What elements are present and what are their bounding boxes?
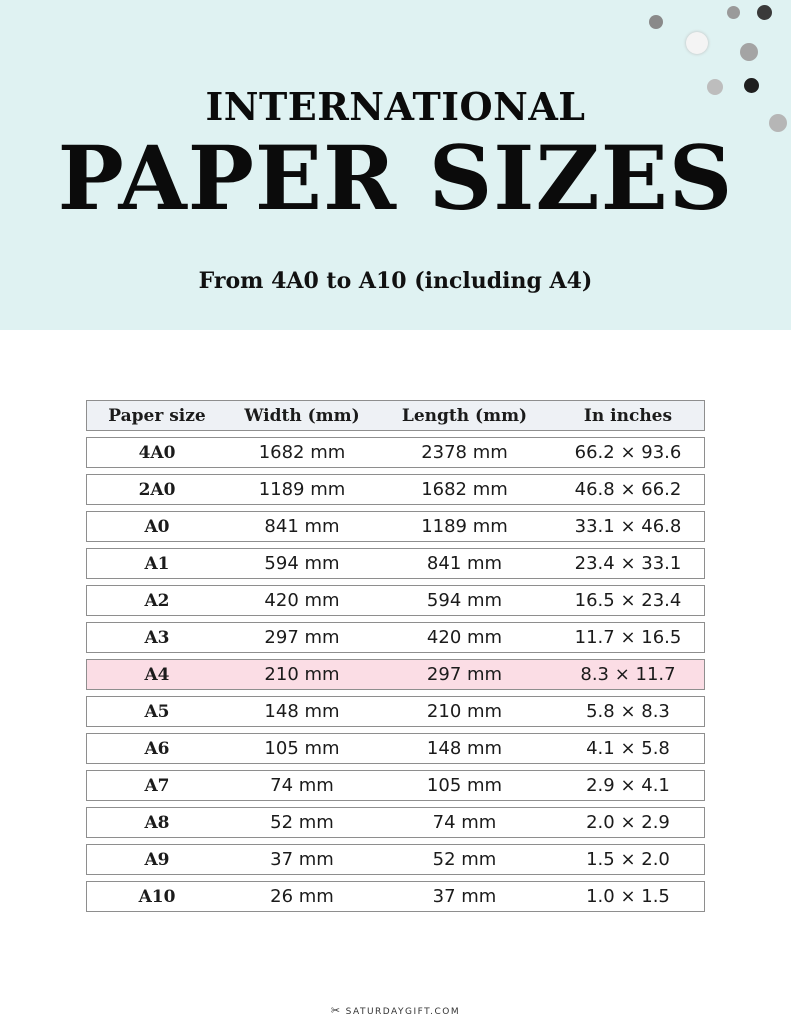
table-row	[86, 696, 705, 727]
cell-paper-size: A1	[144, 553, 170, 574]
cell-paper-size: A8	[144, 812, 170, 833]
cell-width: 105 mm	[264, 738, 340, 759]
cell-inches: 46.8 × 66.2	[574, 479, 682, 500]
cell-inches: 1.5 × 2.0	[586, 849, 670, 870]
paper-size-table	[86, 400, 705, 918]
confetti-dot-icon	[649, 15, 663, 29]
confetti-dot-icon	[686, 32, 708, 54]
cell-width: 420 mm	[264, 590, 340, 611]
cell-width: 594 mm	[264, 553, 340, 574]
cell-length: 2378 mm	[421, 442, 508, 463]
cell-length: 210 mm	[426, 701, 503, 722]
table-row	[86, 881, 705, 912]
cell-length: 52 mm	[432, 849, 497, 870]
table-row	[86, 770, 705, 801]
cell-length: 841 mm	[426, 553, 503, 574]
cell-paper-size: A7	[144, 775, 170, 796]
confetti-dot-icon	[740, 43, 758, 61]
cell-paper-size: A3	[144, 627, 170, 648]
table-header-row	[86, 400, 705, 431]
cell-length: 1682 mm	[421, 479, 508, 500]
cell-paper-size: A9	[144, 849, 170, 870]
cell-length: 74 mm	[432, 812, 497, 833]
table-row	[86, 437, 705, 468]
cell-inches: 2.0 × 2.9	[586, 812, 670, 833]
cell-width: 148 mm	[264, 701, 340, 722]
column-header-length: Length (mm)	[401, 405, 528, 426]
cell-length: 148 mm	[426, 738, 503, 759]
cell-paper-size: A0	[144, 516, 170, 537]
cell-paper-size: A5	[144, 701, 170, 722]
cell-inches: 2.9 × 4.1	[586, 775, 670, 796]
cell-paper-size: 4A0	[138, 442, 176, 463]
cell-inches: 1.0 × 1.5	[586, 886, 670, 907]
brand-text: SATURDAYGIFT.COM	[345, 1007, 461, 1017]
title-line-1: INTERNATIONAL	[205, 84, 586, 129]
cell-width: 841 mm	[264, 516, 340, 537]
confetti-dot-icon	[727, 6, 740, 19]
cell-inches: 23.4 × 33.1	[574, 553, 682, 574]
cell-paper-size: A4	[144, 664, 170, 685]
table-row	[86, 511, 705, 542]
table-row	[86, 807, 705, 838]
footer-brand	[0, 1004, 791, 1017]
table-row	[86, 733, 705, 764]
cell-length: 37 mm	[432, 886, 497, 907]
cell-length: 594 mm	[426, 590, 503, 611]
table-row	[86, 548, 705, 579]
confetti-dot-icon	[757, 5, 772, 20]
table-row	[86, 659, 705, 690]
cell-paper-size: A10	[138, 886, 176, 907]
cell-width: 210 mm	[264, 664, 340, 685]
cell-length: 1189 mm	[421, 516, 508, 537]
cell-inches: 8.3 × 11.7	[580, 664, 676, 685]
table-row	[86, 585, 705, 616]
column-header-paper-size: Paper size	[108, 405, 206, 426]
cell-width: 26 mm	[270, 886, 334, 907]
cell-inches: 66.2 × 93.6	[574, 442, 682, 463]
column-header-width: Width (mm)	[244, 405, 360, 426]
cell-inches: 11.7 × 16.5	[574, 627, 682, 648]
cell-length: 420 mm	[426, 627, 503, 648]
cell-paper-size: 2A0	[138, 479, 176, 500]
cell-length: 297 mm	[426, 664, 503, 685]
cell-inches: 16.5 × 23.4	[574, 590, 682, 611]
cell-paper-size: A6	[144, 738, 170, 759]
cell-inches: 4.1 × 5.8	[586, 738, 670, 759]
table-row	[86, 474, 705, 505]
logo-icon: ✂	[330, 1004, 342, 1017]
title-line-2: PAPER SIZES	[57, 126, 734, 230]
cell-length: 105 mm	[426, 775, 503, 796]
cell-width: 1189 mm	[258, 479, 346, 500]
subtitle: From 4A0 to A10 (including A4)	[198, 268, 593, 294]
header-banner	[0, 0, 791, 330]
cell-inches: 33.1 × 46.8	[574, 516, 682, 537]
table-body	[86, 437, 705, 912]
cell-width: 74 mm	[270, 775, 334, 796]
cell-width: 1682 mm	[258, 442, 346, 463]
cell-width: 52 mm	[270, 812, 334, 833]
cell-paper-size: A2	[144, 590, 170, 611]
column-header-inches: In inches	[583, 405, 673, 426]
table-row	[86, 844, 705, 875]
cell-inches: 5.8 × 8.3	[586, 701, 670, 722]
cell-width: 37 mm	[270, 849, 334, 870]
cell-width: 297 mm	[264, 627, 340, 648]
table-row	[86, 622, 705, 653]
